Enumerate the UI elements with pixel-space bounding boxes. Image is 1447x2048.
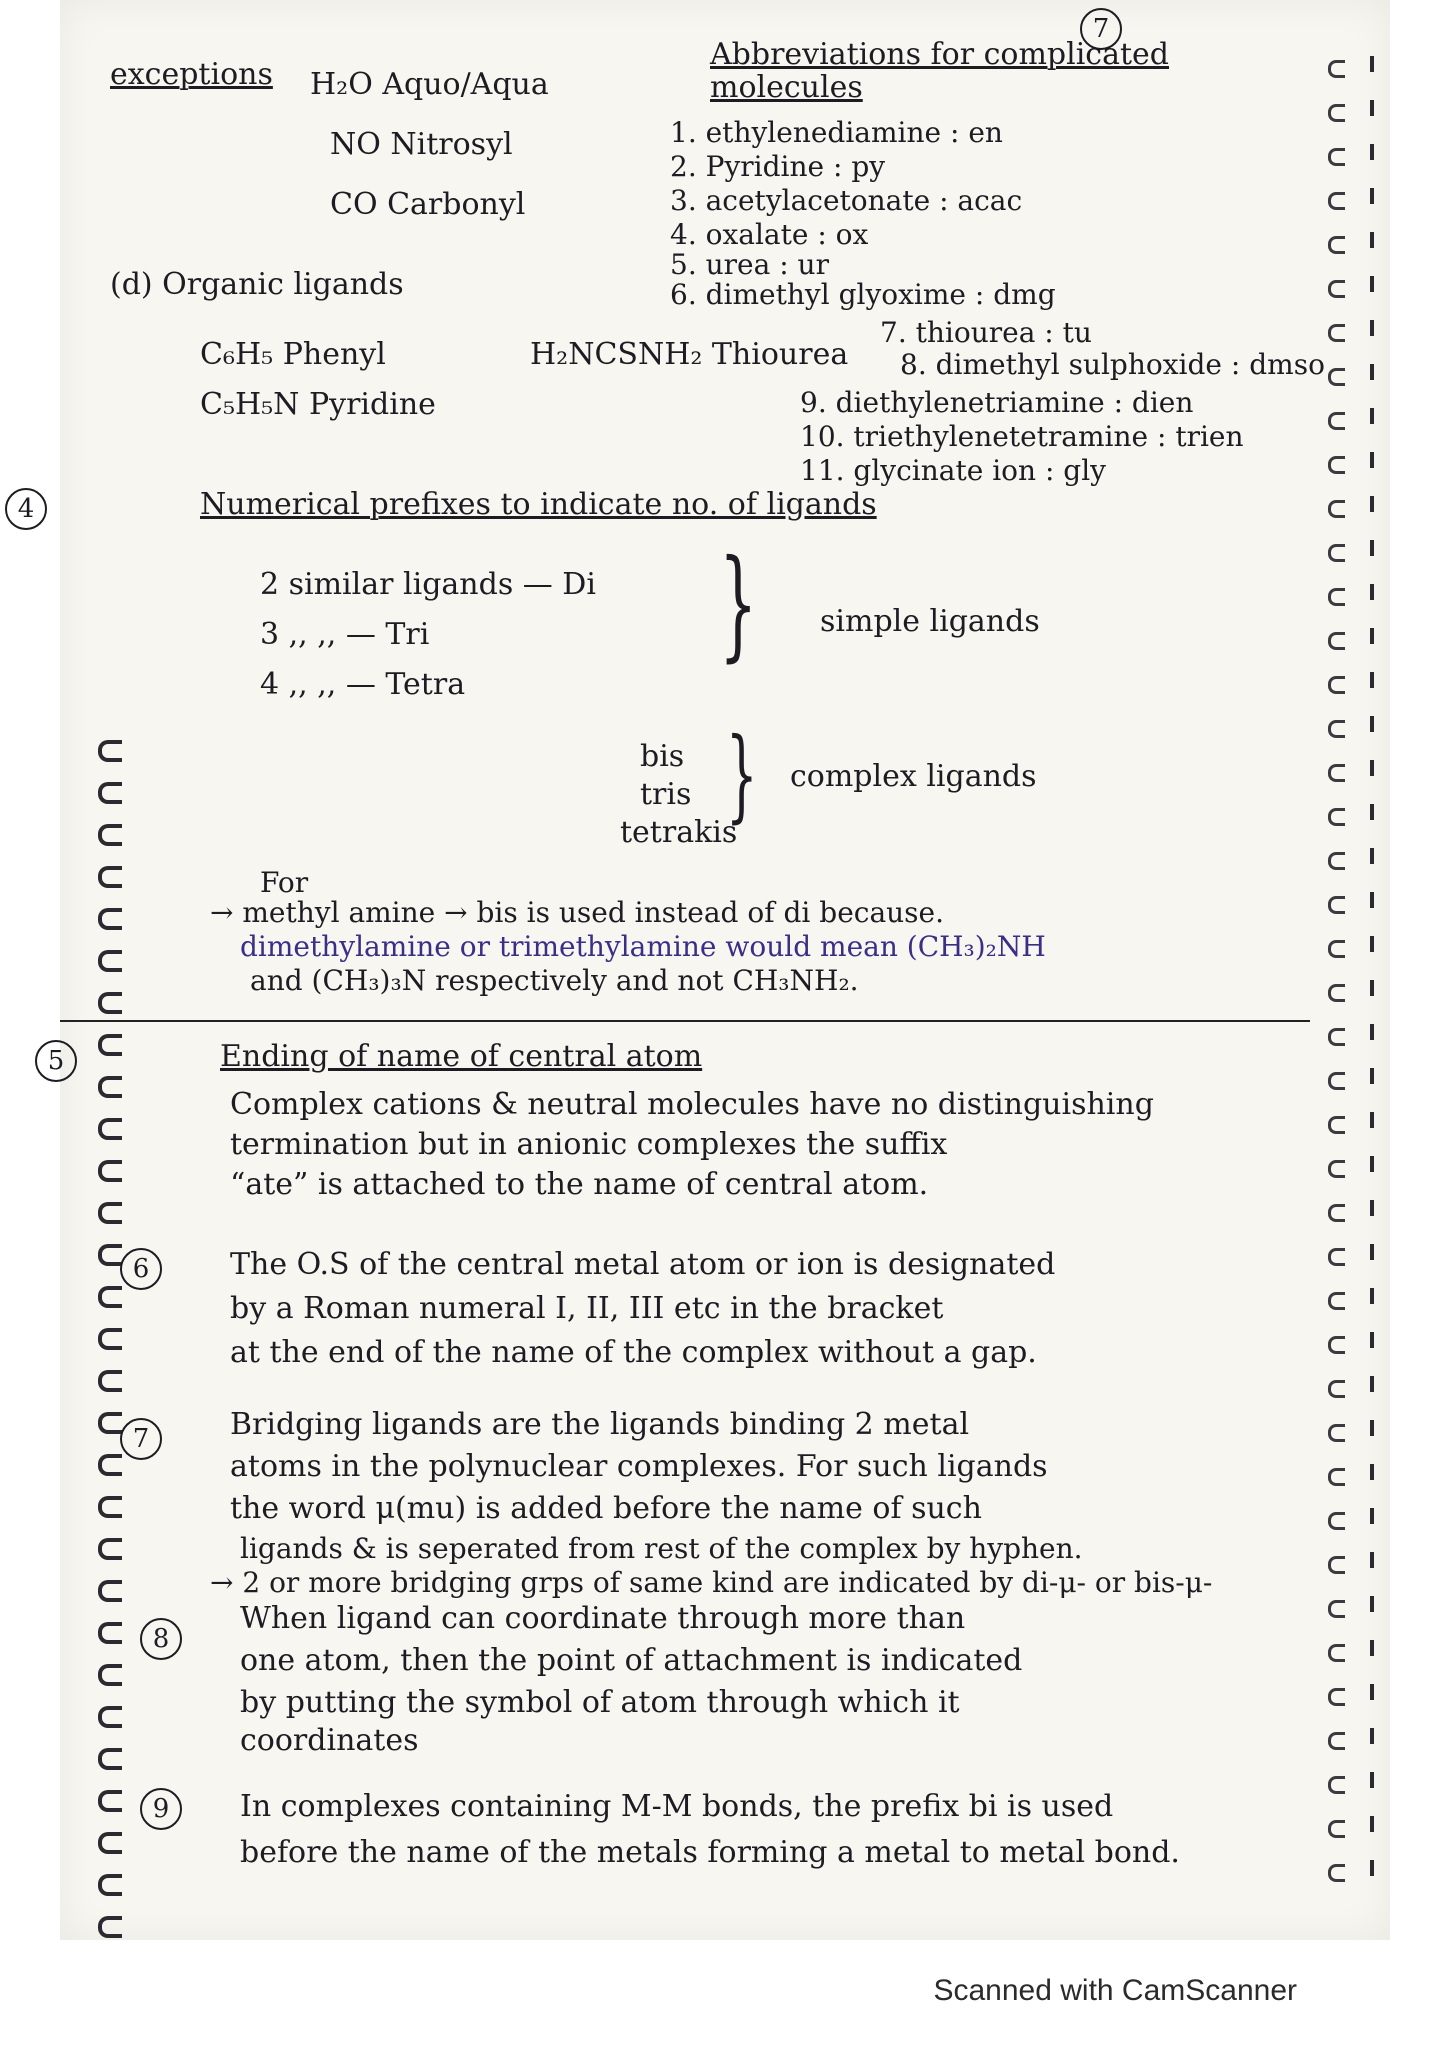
binding-tick [1370, 1728, 1374, 1744]
simple-ligands-label: simple ligands [820, 604, 1040, 639]
binding-tick [1370, 1640, 1374, 1656]
binding-hook [1328, 588, 1345, 606]
binding-tick [1370, 1068, 1374, 1084]
abbreviation-item: 5. urea : ur [670, 248, 829, 281]
spiral-ring [98, 1160, 122, 1182]
binding-hook [1328, 500, 1345, 518]
page-number: 7 [1080, 8, 1122, 50]
binding-hook [1328, 236, 1345, 254]
binding-hook [1328, 1116, 1345, 1134]
spiral-ring [98, 740, 122, 762]
binding-tick [1370, 1112, 1374, 1128]
section-divider [60, 1020, 1310, 1022]
binding-tick [1370, 804, 1374, 820]
prefix-row: 2 similar ligands — Di [260, 567, 596, 602]
right-binding [1320, 0, 1390, 1940]
binding-hook [1328, 676, 1345, 694]
body-line: In complexes containing M-M bonds, the prefix bi is used [240, 1789, 1114, 1824]
abbreviation-item: 8. dimethyl sulphoxide : dmso [900, 348, 1325, 381]
spiral-ring [98, 1370, 122, 1392]
binding-hook [1328, 940, 1345, 958]
note-line: dimethylamine or trimethylamine would mean (CH₃)₂NH [240, 930, 1046, 963]
binding-hook [1328, 984, 1345, 1002]
body-line: → 2 or more bridging grps of same kind are indicated by di-μ- or bis-μ- [210, 1566, 1213, 1599]
binding-hook [1328, 280, 1345, 298]
organic-heading: (d) Organic ligands [110, 267, 404, 302]
spiral-ring [98, 1748, 122, 1770]
organic-item: C₅H₅N Pyridine [200, 387, 436, 422]
spiral-ring [98, 1580, 122, 1602]
spiral-ring [98, 1076, 122, 1098]
abbreviation-item: 10. triethylenetetramine : trien [800, 420, 1244, 453]
binding-tick [1370, 540, 1374, 556]
binding-hook [1328, 1732, 1345, 1750]
binding-tick [1370, 1420, 1374, 1436]
spiral-ring [98, 1538, 122, 1560]
body-line: When ligand can coordinate through more than [240, 1601, 966, 1636]
binding-hook [1328, 1468, 1345, 1486]
complex-prefix: bis [640, 739, 685, 774]
abbreviation-item: 3. acetylacetonate : acac [670, 184, 1023, 217]
scanner-watermark: Scanned with CamScanner [933, 1974, 1297, 2007]
brace: } [725, 716, 758, 833]
binding-tick [1370, 496, 1374, 512]
binding-tick [1370, 1332, 1374, 1348]
binding-tick [1370, 1156, 1374, 1172]
abbreviations-title: Abbreviations for complicated molecules [710, 37, 1170, 105]
spiral-ring [98, 1496, 122, 1518]
abbreviation-item: 1. ethylenediamine : en [670, 116, 1003, 149]
exception-item: NO Nitrosyl [330, 127, 513, 162]
body-line: ligands & is seperated from rest of the complex by hyphen. [240, 1532, 1083, 1565]
binding-tick [1370, 1376, 1374, 1392]
section-number: 8 [140, 1618, 182, 1660]
spiral-ring [98, 1874, 122, 1896]
prefix-row: 4 ,, ,, — Tetra [260, 667, 466, 702]
binding-hook [1328, 1820, 1345, 1838]
body-line: coordinates [240, 1723, 419, 1758]
spiral-ring [98, 908, 122, 930]
spiral-ring [98, 1034, 122, 1056]
spiral-ring [98, 950, 122, 972]
binding-hook [1328, 368, 1345, 386]
spiral-ring [98, 1244, 122, 1266]
binding-tick [1370, 1772, 1374, 1788]
body-line: atoms in the polynuclear complexes. For such ligands [230, 1449, 1048, 1484]
spiral-ring [98, 866, 122, 888]
binding-hook [1328, 324, 1345, 342]
binding-tick [1370, 408, 1374, 424]
binding-tick [1370, 452, 1374, 468]
body-line: termination but in anionic complexes the suffix [230, 1127, 948, 1162]
body-line: at the end of the name of the complex without a gap. [230, 1335, 1037, 1370]
binding-tick [1370, 848, 1374, 864]
binding-hook [1328, 104, 1345, 122]
organic-thiourea: H₂NCSNH₂ Thiourea [530, 337, 849, 372]
binding-tick [1370, 628, 1374, 644]
binding-tick [1370, 892, 1374, 908]
binding-tick [1370, 100, 1374, 116]
binding-tick [1370, 1552, 1374, 1568]
binding-tick [1370, 936, 1374, 952]
body-line: The O.S of the central metal atom or ion is designated [230, 1247, 1056, 1282]
spiral-ring [98, 1706, 122, 1728]
brace: } [719, 535, 758, 674]
body-line: by putting the symbol of atom through which it [240, 1685, 960, 1720]
binding-tick [1370, 1288, 1374, 1304]
binding-hook [1328, 1204, 1345, 1222]
complex-prefix: tetrakis [620, 815, 738, 850]
spiral-ring [98, 1916, 122, 1938]
binding-hook [1328, 896, 1345, 914]
spiral-ring [98, 782, 122, 804]
binding-tick [1370, 144, 1374, 160]
body-line: the word μ(mu) is added before the name of such [230, 1491, 982, 1526]
section-number: 5 [35, 1040, 77, 1082]
spiral-ring [98, 1622, 122, 1644]
binding-hook [1328, 1644, 1345, 1662]
binding-tick [1370, 760, 1374, 776]
binding-hook [1328, 1864, 1345, 1882]
binding-hook [1328, 1248, 1345, 1266]
binding-tick [1370, 1860, 1374, 1876]
binding-hook [1328, 808, 1345, 826]
spiral-ring [98, 1664, 122, 1686]
binding-hook [1328, 1380, 1345, 1398]
binding-hook [1328, 1160, 1345, 1178]
binding-tick [1370, 1684, 1374, 1700]
binding-tick [1370, 672, 1374, 688]
binding-hook [1328, 720, 1345, 738]
binding-hook [1328, 1028, 1345, 1046]
binding-tick [1370, 56, 1374, 72]
spiral-ring [98, 1202, 122, 1224]
section-number: 4 [5, 488, 47, 530]
section-number: 7 [120, 1418, 162, 1460]
binding-tick [1370, 1200, 1374, 1216]
spiral-ring [98, 1118, 122, 1140]
binding-hook [1328, 60, 1345, 78]
binding-tick [1370, 320, 1374, 336]
notebook-page [17, 0, 1390, 1940]
binding-tick [1370, 188, 1374, 204]
spiral-ring [98, 1454, 122, 1476]
binding-hook [1328, 1600, 1345, 1618]
binding-hook [1328, 1336, 1345, 1354]
binding-tick [1370, 1464, 1374, 1480]
section-heading: Ending of name of central atom [220, 1039, 703, 1074]
binding-tick [1370, 584, 1374, 600]
body-line: Complex cations & neutral molecules have no distinguishing [230, 1087, 1154, 1122]
binding-hook [1328, 192, 1345, 210]
spiral-ring [98, 1286, 122, 1308]
binding-tick [1370, 980, 1374, 996]
abbreviation-item: 2. Pyridine : py [670, 150, 886, 183]
note-line: → methyl amine → bis is used instead of di because. [210, 896, 945, 929]
abbreviation-item: 11. glycinate ion : gly [800, 454, 1106, 487]
binding-tick [1370, 1508, 1374, 1524]
complex-prefix: tris [640, 777, 692, 812]
binding-hook [1328, 456, 1345, 474]
binding-hook [1328, 852, 1345, 870]
exception-item: H₂O Aquo/Aqua [310, 67, 549, 102]
binding-hook [1328, 1556, 1345, 1574]
binding-tick [1370, 1816, 1374, 1832]
organic-item: C₆H₅ Phenyl [200, 337, 386, 372]
body-line: before the name of the metals forming a metal to metal bond. [240, 1835, 1180, 1870]
complex-ligands-label: complex ligands [790, 759, 1037, 794]
binding-hook [1328, 1512, 1345, 1530]
binding-hook [1328, 148, 1345, 166]
section-heading: Numerical prefixes to indicate no. of ligands [200, 487, 877, 522]
prefix-row: 3 ,, ,, — Tri [260, 617, 430, 652]
spiral-ring [98, 1412, 122, 1434]
binding-tick [1370, 276, 1374, 292]
spiral-ring [98, 992, 122, 1014]
abbreviation-item: 9. diethylenetriamine : dien [800, 386, 1194, 419]
binding-tick [1370, 716, 1374, 732]
abbreviation-item: 4. oxalate : ox [670, 218, 869, 251]
binding-hook [1328, 632, 1345, 650]
binding-hook [1328, 1072, 1345, 1090]
note-for: For [260, 866, 309, 899]
body-line: by a Roman numeral I, II, III etc in the bracket [230, 1291, 944, 1326]
spiral-ring [98, 1328, 122, 1350]
body-line: one atom, then the point of attachment is indicated [240, 1643, 1023, 1678]
binding-tick [1370, 232, 1374, 248]
binding-tick [1370, 364, 1374, 380]
binding-tick [1370, 1244, 1374, 1260]
exception-item: CO Carbonyl [330, 187, 526, 222]
abbreviation-item: 7. thiourea : tu [880, 316, 1092, 349]
binding-hook [1328, 1292, 1345, 1310]
exceptions-label: exceptions [110, 57, 273, 92]
binding-hook [1328, 1424, 1345, 1442]
section-number: 6 [120, 1248, 162, 1290]
spiral-ring [98, 1832, 122, 1854]
binding-tick [1370, 1024, 1374, 1040]
note-line: and (CH₃)₃N respectively and not CH₃NH₂. [250, 964, 859, 997]
binding-hook [1328, 1688, 1345, 1706]
binding-hook [1328, 764, 1345, 782]
body-line: “ate” is attached to the name of central atom. [230, 1167, 929, 1202]
spiral-ring [98, 1790, 122, 1812]
abbreviation-item: 6. dimethyl glyoxime : dmg [670, 278, 1056, 311]
binding-hook [1328, 1776, 1345, 1794]
section-number: 9 [140, 1788, 182, 1830]
binding-tick [1370, 1596, 1374, 1612]
spiral-ring [98, 824, 122, 846]
body-line: Bridging ligands are the ligands binding 2 metal [230, 1407, 970, 1442]
binding-hook [1328, 544, 1345, 562]
binding-hook [1328, 412, 1345, 430]
